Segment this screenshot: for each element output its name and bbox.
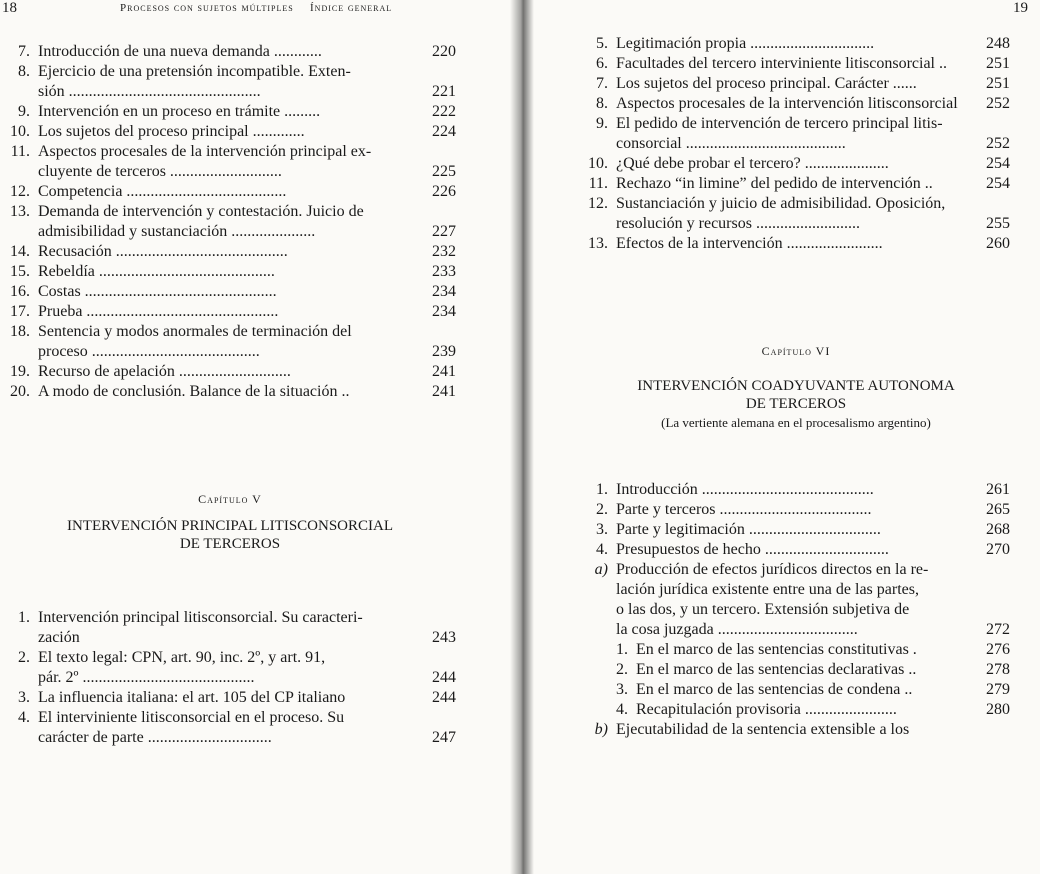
toc-entry-text: Competencia ........................................ <box>38 183 287 200</box>
toc-entry-page: 233 <box>432 263 456 280</box>
toc-entry <box>4 262 456 282</box>
toc-entry-page: 244 <box>432 689 456 706</box>
chapter-vi-subtitle: (La vertiente alemana en el procesalismo argentino) <box>661 415 931 430</box>
toc-entry-text: zación <box>38 629 80 646</box>
toc-entry-number: 13. <box>10 203 30 220</box>
toc-entry-text: Prueba ................................................ <box>38 303 279 320</box>
chapter-vi-title-line1: INTERVENCIÓN COADYUVANTE AUTONOMA <box>637 378 955 394</box>
toc-entry <box>582 194 1010 234</box>
chapter-v-heading <box>4 492 456 553</box>
toc-entry-text: A modo de conclusión. Balance de la situación .. <box>38 383 350 400</box>
toc-entry-text: Intervención principal litisconsorcial. Su caracteri- <box>38 609 363 626</box>
toc-entry <box>4 382 456 402</box>
toc-entry-number: 7. <box>18 43 30 60</box>
toc-subsubentry-text: Recapitulación provisoria ....................... <box>636 701 897 718</box>
chapter-v-title-line1: INTERVENCIÓN PRINCIPAL LITISCONSORCIAL <box>66 518 394 534</box>
toc-subentry-label: b) <box>594 721 608 738</box>
toc-entry <box>582 74 1010 94</box>
toc-entry-page: 254 <box>986 175 1010 192</box>
toc-entry-text: Legitimación propia ............................... <box>616 35 875 52</box>
toc-entry-text: carácter de parte ............................... <box>38 729 272 746</box>
toc-entry-number: 20. <box>10 383 30 400</box>
chapter-vi-heading <box>582 344 1010 431</box>
toc-entry-text: ¿Qué debe probar el tercero? ..................... <box>616 155 889 172</box>
toc-entry-page: 265 <box>986 501 1010 518</box>
toc-subsubentry <box>582 680 1010 700</box>
toc-entry-page: 234 <box>432 303 456 320</box>
toc-entry-number: 19. <box>10 363 30 380</box>
toc-entry-number: 8. <box>596 95 608 112</box>
toc-entry-page: 222 <box>432 103 456 120</box>
toc-entry <box>4 62 456 102</box>
toc-entry-text: Recurso de apelación ............................ <box>38 363 291 380</box>
toc-entry-text: La influencia italiana: el art. 105 del CP italiano <box>38 689 346 706</box>
toc-entry <box>4 688 456 708</box>
toc-entry <box>582 480 1010 500</box>
toc-entry-number: 10. <box>588 155 608 172</box>
toc-subentry-page: 272 <box>986 621 1010 638</box>
toc-entry <box>582 500 1010 520</box>
toc-entry-page: 234 <box>432 283 456 300</box>
toc-entry-page: 232 <box>432 243 456 260</box>
toc-entry-text: Sustanciación y juicio de admisibilidad. Oposición, <box>616 195 946 212</box>
toc-entry <box>4 202 456 242</box>
toc-entry-number: 5. <box>596 35 608 52</box>
toc-entry-text: Sentencia y modos anormales de terminación del <box>38 323 352 340</box>
chapter-v-title-line2: DE TERCEROS <box>179 536 281 552</box>
toc-entry-text: Parte y legitimación ................................. <box>616 521 881 538</box>
toc-entry-page: 225 <box>432 163 456 180</box>
toc-entry-text: pár. 2º ........................................... <box>38 669 255 686</box>
left-toc-bottom <box>4 608 456 748</box>
toc-entry-number: 13. <box>588 235 608 252</box>
toc-subsubentry <box>582 700 1010 720</box>
toc-subsubentry-page: 278 <box>986 661 1010 678</box>
right-toc-bottom <box>582 480 1010 740</box>
toc-entry-page: 252 <box>986 135 1010 152</box>
toc-entry <box>582 94 1010 114</box>
right-running-head: Índice general <box>310 2 393 14</box>
toc-entry-text: Ejercicio de una pretensión incompatible. Exten- <box>38 63 351 80</box>
toc-entry-text: cluyente de terceros ............................ <box>38 163 282 180</box>
toc-entry <box>4 102 456 122</box>
toc-entry <box>582 174 1010 194</box>
toc-subsubentry <box>582 660 1010 680</box>
toc-entry-text: Los sujetos del proceso principal. Carácter ...... <box>616 75 917 92</box>
toc-entry-page: 241 <box>432 363 456 380</box>
toc-entry-page: 251 <box>986 55 1010 72</box>
left-running-head: Procesos con sujetos múltiples <box>120 2 294 14</box>
toc-entry-number: 6. <box>596 55 608 72</box>
toc-entry-text: Parte y terceros ...................................... <box>616 501 872 518</box>
toc-entry-page: 226 <box>432 183 456 200</box>
toc-entry-page: 251 <box>986 75 1010 92</box>
toc-subsubentry <box>582 640 1010 660</box>
toc-subsubentry-text: En el marco de las sentencias constitutivas . <box>636 641 917 658</box>
toc-entry-number: 11. <box>10 143 30 160</box>
toc-entry-page: 260 <box>986 235 1010 252</box>
left-page-number: 18 <box>2 0 17 16</box>
toc-entry <box>582 54 1010 74</box>
toc-entry-number: 17. <box>10 303 30 320</box>
toc-entry-text: admisibilidad y sustanciación ..................... <box>38 223 316 240</box>
toc-entry-text: Rebeldía ............................................ <box>38 263 275 280</box>
toc-entry-page: 224 <box>432 123 456 140</box>
toc-entry <box>4 282 456 302</box>
toc-entry <box>4 608 456 648</box>
toc-entry-page: 255 <box>986 215 1010 232</box>
toc-entry-number: 10. <box>10 123 30 140</box>
toc-entry-number: 8. <box>18 63 30 80</box>
toc-entry <box>582 520 1010 540</box>
toc-entry-page: 261 <box>986 481 1010 498</box>
toc-entry-page: 252 <box>986 95 1010 112</box>
toc-entry-number: 14. <box>10 243 30 260</box>
toc-subentry-text: Ejecutabilidad de la sentencia extensible a los <box>616 721 910 738</box>
chapter-vi-title <box>582 377 1010 413</box>
toc-entry-number: 3. <box>596 521 608 538</box>
toc-entry-page: 221 <box>432 83 456 100</box>
toc-entry <box>4 122 456 142</box>
toc-subentry-b <box>582 720 1010 740</box>
toc-entry-page: 241 <box>432 383 456 400</box>
chapter-vi-title-line2: DE TERCEROS <box>745 396 847 412</box>
toc-entry <box>582 154 1010 174</box>
toc-entry-text: Recusación ........................................... <box>38 243 288 260</box>
toc-entry-page: 270 <box>986 541 1010 558</box>
toc-entry-text: proceso .......................................... <box>38 343 260 360</box>
toc-entry-number: 4. <box>596 541 608 558</box>
toc-entry-number: 1. <box>18 609 30 626</box>
toc-entry-text: Introducción ........................................... <box>616 481 874 498</box>
toc-entry <box>582 234 1010 254</box>
toc-subentry-text: o las dos, y un tercero. Extensión subjetiva de <box>616 601 910 618</box>
right-page-number: 19 <box>1013 0 1028 16</box>
toc-entry-text: Efectos de la intervención ........................ <box>616 235 883 252</box>
toc-subsubentry-page: 279 <box>986 681 1010 698</box>
toc-entry <box>582 540 1010 560</box>
toc-subentry-text: la cosa juzgada ................................... <box>616 621 858 638</box>
toc-subsubentry-text: En el marco de las sentencias declarativas .. <box>636 661 917 678</box>
toc-entry <box>4 648 456 688</box>
toc-subentry-a <box>582 560 1010 640</box>
toc-subentry-label: a) <box>594 561 608 578</box>
chapter-vi-label: Capítulo VI <box>761 344 831 358</box>
toc-entry <box>4 362 456 382</box>
chapter-v-title <box>4 517 456 553</box>
toc-entry-number: 18. <box>10 323 30 340</box>
toc-entry-page: 254 <box>986 155 1010 172</box>
toc-entry-page: 247 <box>432 729 456 746</box>
toc-entry <box>4 302 456 322</box>
toc-entry-number: 12. <box>10 183 30 200</box>
toc-entry-page: 239 <box>432 343 456 360</box>
toc-entry-number: 3. <box>18 689 30 706</box>
toc-subsubentry-text: En el marco de las sentencias de condena .. <box>636 681 913 698</box>
toc-entry-number: 9. <box>596 115 608 132</box>
toc-entry-text: El interviniente litisconsorcial en el proceso. Su <box>38 709 345 726</box>
toc-entry-text: Intervención en un proceso en trámite ......... <box>38 103 321 120</box>
toc-entry <box>4 708 456 748</box>
toc-entry <box>4 242 456 262</box>
toc-entry-page: 243 <box>432 629 456 646</box>
toc-subsubentry-number: 3. <box>616 681 628 698</box>
toc-entry-text: El pedido de intervención de tercero principal litis- <box>616 115 943 132</box>
toc-entry-text: sión ................................................ <box>38 83 261 100</box>
toc-entry-text: Costas ................................................ <box>38 283 277 300</box>
toc-entry-text: Aspectos procesales de la intervención litisconsorcial <box>616 95 958 112</box>
toc-entry-number: 12. <box>588 195 608 212</box>
toc-subentry-text: Producción de efectos jurídicos directos en la re- <box>616 561 929 578</box>
left-toc-top <box>4 42 456 402</box>
toc-entry-number: 2. <box>596 501 608 518</box>
toc-entry-number: 15. <box>10 263 30 280</box>
toc-entry-text: El texto legal: CPN, art. 90, inc. 2º, y art. 91, <box>38 649 326 666</box>
toc-entry-page: 227 <box>432 223 456 240</box>
toc-subsubentry-number: 4. <box>616 701 628 718</box>
toc-entry-text: Facultades del tercero interviniente litisconsorcial .. <box>616 55 947 72</box>
toc-entry <box>4 322 456 362</box>
toc-entry <box>4 182 456 202</box>
toc-subsubentry-number: 1. <box>616 641 628 658</box>
toc-subsubentry-number: 2. <box>616 661 628 678</box>
toc-entry-page: 244 <box>432 669 456 686</box>
toc-entry-number: 9. <box>18 103 30 120</box>
toc-entry-text: consorcial ........................................ <box>616 135 846 152</box>
toc-entry-page: 268 <box>986 521 1010 538</box>
toc-entry <box>582 34 1010 54</box>
right-toc-top <box>582 34 1010 254</box>
toc-entry <box>4 142 456 182</box>
toc-subentry-text: lación jurídica existente entre una de las partes, <box>616 581 919 598</box>
toc-entry-number: 1. <box>596 481 608 498</box>
toc-entry-number: 7. <box>596 75 608 92</box>
toc-entry-text: resolución y recursos .......................... <box>616 215 860 232</box>
toc-entry <box>582 114 1010 154</box>
toc-entry-number: 11. <box>588 175 608 192</box>
toc-subsubentry-page: 280 <box>986 701 1010 718</box>
toc-entry-number: 4. <box>18 709 30 726</box>
toc-entry-number: 2. <box>18 649 30 666</box>
chapter-v-label: Capítulo V <box>198 492 262 506</box>
toc-entry <box>4 42 456 62</box>
toc-entry-text: Demanda de intervención y contestación. Juicio de <box>38 203 364 220</box>
toc-entry-text: Los sujetos del proceso principal ............. <box>38 123 305 140</box>
toc-entry-text: Aspectos procesales de la intervención principal ex- <box>38 143 372 160</box>
toc-subsubentry-page: 276 <box>986 641 1010 658</box>
toc-entry-page: 220 <box>432 43 456 60</box>
toc-entry-page: 248 <box>986 35 1010 52</box>
toc-entry-text: Rechazo “in limine” del pedido de intervención .. <box>616 175 933 192</box>
toc-entry-text: Introducción de una nueva demanda ............ <box>38 43 322 60</box>
toc-entry-number: 16. <box>10 283 30 300</box>
toc-entry-text: Presupuestos de hecho ............................... <box>616 541 889 558</box>
